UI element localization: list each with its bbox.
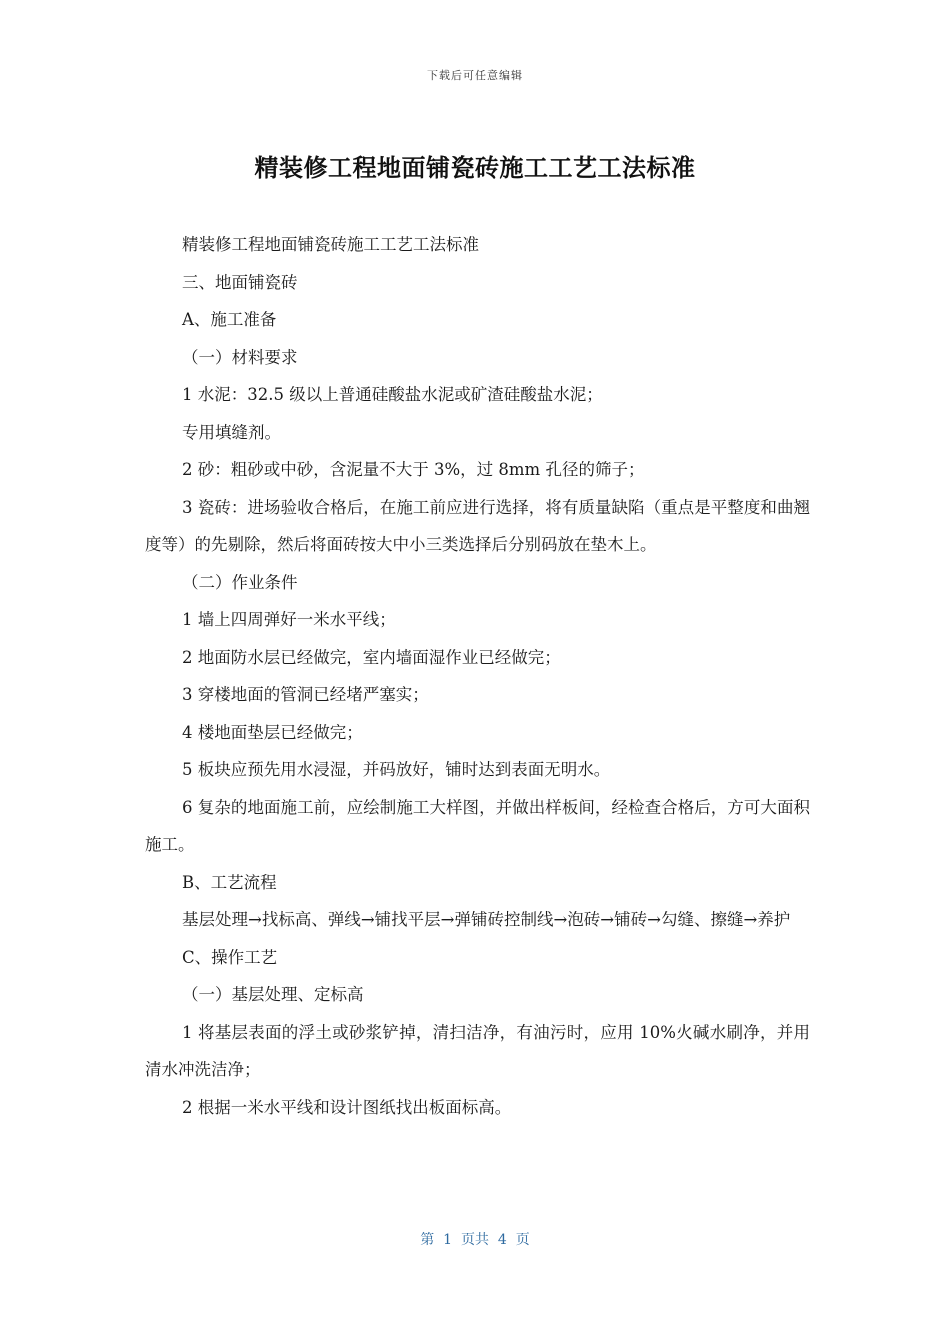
paragraph: 精装修工程地面铺瓷砖施工工艺工法标准: [182, 235, 479, 254]
document-body: [145, 226, 810, 1126]
subsection-heading: （二）作业条件: [182, 572, 298, 592]
list-item: 2 根据一米水平线和设计图纸找出板面标高。: [182, 1097, 512, 1117]
section-heading: 三、地面铺瓷砖: [182, 272, 298, 292]
list-item: 4 楼地面垫层已经做完；: [182, 722, 363, 742]
list-item: 3 穿楼地面的管洞已经堵严塞实；: [182, 685, 429, 704]
document-title: 精装修工程地面铺瓷砖施工工艺工法标准: [254, 154, 696, 182]
section-heading: C、操作工艺: [182, 947, 278, 967]
list-item: 1 水泥：32.5 级以上普通硅酸盐水泥或矿渣硅酸盐水泥；: [182, 385, 603, 404]
subsection-heading: （一）基层处理、定标高: [182, 985, 364, 1004]
process-flow: 基层处理→找标高、弹线→铺找平层→弹铺砖控制线→泡砖→铺砖→勾缝、擦缝→养护: [182, 910, 791, 929]
list-item: 1 墙上四周弹好一米水平线；: [182, 610, 396, 629]
header-note: 下载后可任意编辑: [427, 69, 523, 82]
list-item: 5 板块应预先用水浸湿，并码放好，铺时达到表面无明水。: [182, 760, 611, 779]
list-item: 2 地面防水层已经做完，室内墙面湿作业已经做完；: [182, 647, 561, 667]
list-item: 1 将基层表面的浮土或砂浆铲掉，清扫洁净，有油污时，应用 10%火碱水刷净，并用清水冲洗洁净；: [145, 1022, 810, 1079]
subsection-heading: （一）材料要求: [182, 347, 298, 367]
list-item: 3 瓷砖：进场验收合格后，在施工前应进行选择，将有质量缺陷（重点是平整度和曲翘度等）的先剔除，然后将面砖按大中小三类选择后分别码放在垫木上。: [145, 497, 810, 554]
list-item: 6 复杂的地面施工前，应绘制施工大样图，并做出样板间，经检查合格后，方可大面积施工。: [145, 797, 810, 854]
page-number: 第 1 页共 4 页: [420, 1232, 530, 1248]
section-heading: B、工艺流程: [182, 872, 277, 892]
section-heading: A、施工准备: [182, 310, 277, 329]
paragraph: 专用填缝剂。: [182, 422, 281, 442]
list-item: 2 砂：粗砂或中砂，含泥量不大于 3%，过 8mm 孔径的筛子；: [182, 460, 645, 479]
